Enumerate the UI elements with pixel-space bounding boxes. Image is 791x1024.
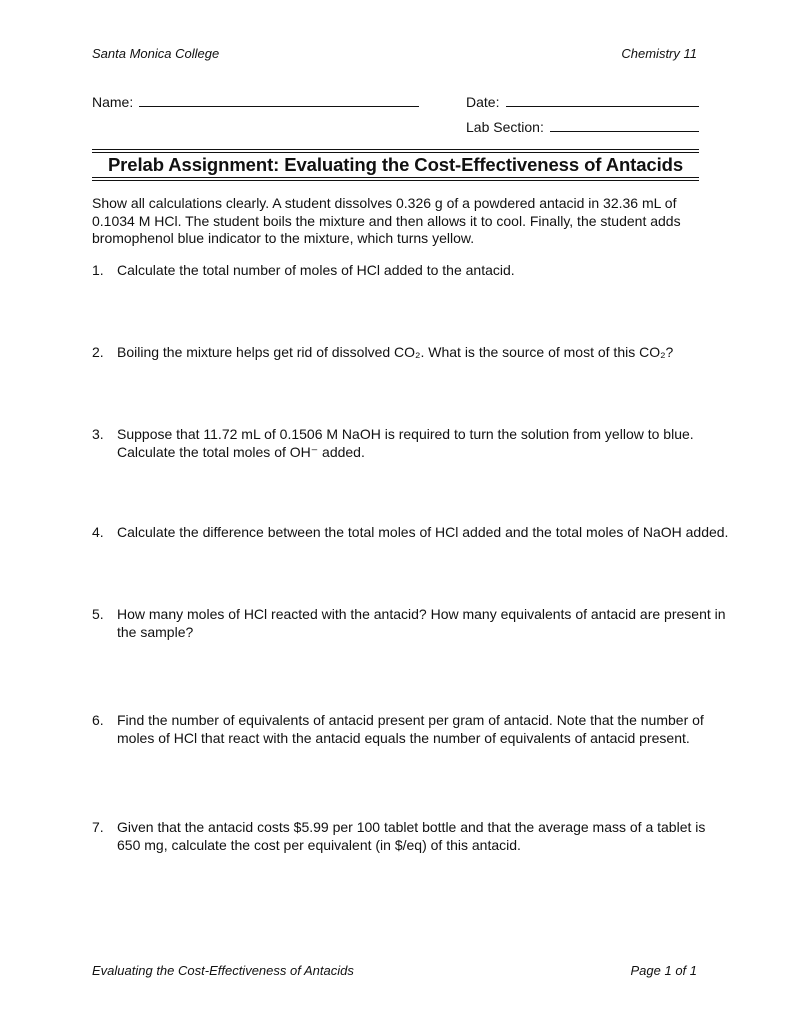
intro-paragraph: Show all calculations clearly. A student dissolves 0.326 g of a powdered antacid in 32.36 mL of 0.1034 M HCl. The student boils the mixture and then allows it to cool. Finally, the student adds bromophenol blue indicator to the mixture, which turns yellow. bbox=[92, 195, 681, 246]
question-7 bbox=[92, 819, 732, 854]
question-text: Calculate the difference between the total moles of HCl added and the total moles of NaOH added. bbox=[117, 524, 729, 540]
question-6 bbox=[92, 712, 732, 747]
question-number: 4. bbox=[92, 524, 104, 540]
footer-doc-title: Evaluating the Cost-Effectiveness of Antacids bbox=[92, 963, 354, 978]
question-text: Boiling the mixture helps get rid of dissolved CO₂. What is the source of most of this CO₂? bbox=[117, 344, 674, 360]
date-field-line[interactable] bbox=[506, 106, 699, 107]
question-text: How many moles of HCl reacted with the antacid? How many equivalents of antacid are present in the sample? bbox=[117, 606, 726, 640]
question-number: 1. bbox=[92, 262, 104, 278]
question-number: 5. bbox=[92, 606, 104, 622]
question-number: 6. bbox=[92, 712, 104, 728]
question-text: Calculate the total number of moles of HCl added to the antacid. bbox=[117, 262, 515, 278]
lab-section-label: Lab Section: bbox=[466, 119, 544, 135]
name-field-line[interactable] bbox=[139, 106, 419, 107]
header-institution: Santa Monica College bbox=[92, 46, 220, 61]
date-label: Date: bbox=[466, 94, 500, 110]
lab-section-field-line[interactable] bbox=[550, 131, 699, 132]
title-rule-bottom-2 bbox=[92, 180, 699, 181]
question-text: Given that the antacid costs $5.99 per 100 tablet bottle and that the average mass of a tablet is 650 mg, calculate the cost per equivalent (in $/eq) of this antacid. bbox=[117, 819, 706, 853]
title-rule-top-2 bbox=[92, 152, 699, 153]
question-number: 2. bbox=[92, 344, 104, 360]
name-label: Name: bbox=[92, 94, 134, 110]
question-text: Suppose that 11.72 mL of 0.1506 M NaOH is required to turn the solution from yellow to blue. Calculate the total moles of OH⁻ added. bbox=[117, 426, 694, 460]
question-4 bbox=[92, 524, 732, 542]
title-rule-top-1 bbox=[92, 149, 699, 150]
header-course: Chemistry 11 bbox=[621, 46, 697, 61]
question-3 bbox=[92, 426, 732, 461]
page-title: Prelab Assignment: Evaluating the Cost-Effectiveness of Antacids bbox=[107, 154, 684, 175]
title-rule-bottom-1 bbox=[92, 177, 699, 178]
question-1 bbox=[92, 262, 732, 280]
question-number: 7. bbox=[92, 819, 104, 835]
question-text: Find the number of equivalents of antacid present per gram of antacid. Note that the number of moles of HCl that react with the antacid equals the number of equivalents of antacid present. bbox=[117, 712, 704, 746]
footer-page-number: Page 1 of 1 bbox=[630, 963, 697, 978]
question-number: 3. bbox=[92, 426, 104, 442]
question-2 bbox=[92, 344, 732, 362]
question-5 bbox=[92, 606, 732, 641]
